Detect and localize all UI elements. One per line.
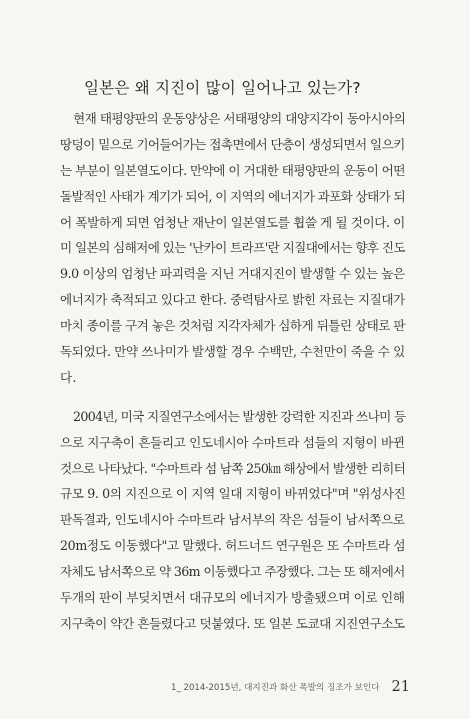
- paragraph-gap: [60, 391, 405, 404]
- text-line: 규모 9. 0의 지진으로 이 지역 일대 지형이 바뀌었다"며 "위성사진: [60, 486, 406, 502]
- text-line: 9.0 이상의 엄청난 파괴력을 지닌 거대지진이 발생할 수 있는 높은: [60, 266, 405, 282]
- text-line: 것으로 나타났다. "수마트라 섬 남쪽 250㎞ 해상에서 발생한 리히터: [60, 460, 406, 476]
- text-line: 현재 태평양판의 운동양상은 서태평양의 대양지각이 동아시아의: [73, 111, 406, 126]
- text-line: 자체도 남서쪽으로 약 36m 이동했다고 주장했다. 그는 또 해저에서: [60, 564, 405, 580]
- page-number: 21: [391, 679, 410, 695]
- text-line: 으로 지구축이 흔들리고 인도네시아 수마트라 섬들의 지형이 바뀐: [60, 434, 405, 450]
- running-head: 1_ 2014-2015년, 대지진과 화산 폭발의 징조가 보인다: [170, 683, 380, 693]
- text-line: 2004년, 미국 지질연구소에서는 발생한 강력한 지진과 쓰나미 등: [73, 408, 406, 424]
- text-line: 는 부분이 일본열도이다. 만약에 이 거대한 태평양판의 운동이 어떤: [60, 162, 405, 178]
- text-line: 에너지가 축적되고 있다고 한다. 중력탐사로 밝힌 자료는 지질대가: [60, 292, 405, 308]
- text-line: 20m정도 이동했다"고 말했다. 허드너드 연구원은 또 수마트라 섬: [60, 538, 406, 554]
- text-line: 두개의 판이 부딪치면서 대규모의 에너지가 방출됐으며 이로 인해: [60, 590, 405, 606]
- text-line: 땅덩이 밑으로 기어들어가는 접촉면에서 단층이 생성되면서 일으키: [60, 136, 405, 152]
- body-text: [60, 106, 405, 637]
- page-footer: [170, 679, 410, 695]
- section-heading: 일본은 왜 지진이 많이 일어나고 있는가?: [84, 79, 361, 97]
- text-line: 다.: [60, 369, 77, 385]
- text-line: 어 폭발하게 되면 엄청난 재난이 일본열도를 휩쓸 게 될 것이다. 이: [60, 214, 405, 230]
- paragraph-1: [60, 106, 405, 391]
- text-line: 마치 종이를 구겨 놓은 것처럼 지각자체가 심하게 뒤틀린 상태로 판: [60, 318, 405, 334]
- text-line: 판독결과, 인도네시아 수마트라 남서부의 작은 섬들이 남서쪽으로: [60, 512, 405, 528]
- text-line: 돌발적인 사태가 계기가 되어, 이 지역의 에너지가 과포화 상태가 되: [60, 188, 406, 204]
- text-line: 미 일본의 심해저에 있는 '난카이 트라프'란 지질대에서는 향후 진도: [60, 240, 405, 256]
- text-line: 지구축이 약간 흔들렸다고 덧붙였다. 또 일본 도쿄대 지진연구소도: [60, 615, 405, 631]
- paragraph-2: [60, 404, 405, 637]
- text-line: 독되었다. 만약 쓰나미가 발생할 경우 수백만, 수천만이 죽을 수 있: [60, 344, 405, 360]
